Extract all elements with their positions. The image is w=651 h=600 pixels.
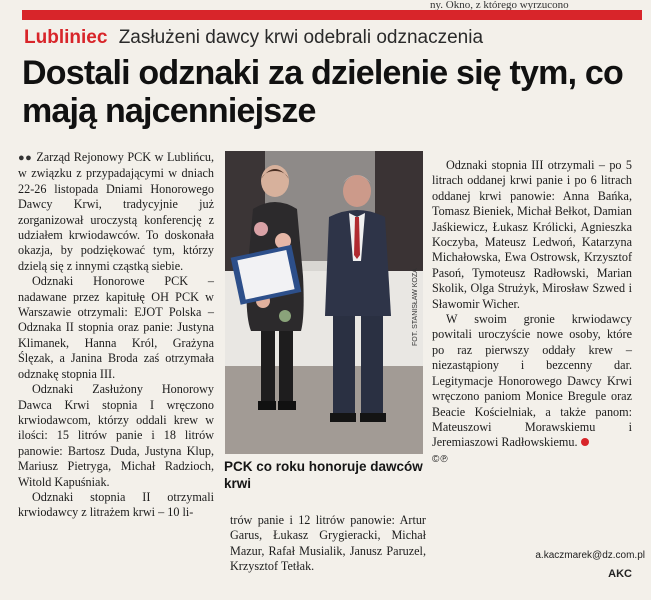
author-initials: AKC (608, 568, 632, 580)
paragraph: Odznaki Honorowe PCK – nadawane przez kapitułę OH PCK w Warszawie otrzymali: EJOT Polska – Odznaka II stopnia oraz panie: Justyna Klimanek, Hanna Król, Grażyna Ślęzak, a Janina Broda zaś otrzymała odznakę stopnia III. (18, 274, 214, 381)
author-email: a.kaczmarek@dz.com.pl (535, 550, 645, 561)
lead-text: Zarząd Rejonowy PCK w Lublińcu, w związku z przypadającymi w dniach 22-26 listopada Dniami Honorowego Dawcy Krwi, tradycyjnie już zorganizował uroczystą konferencję z udziałem krwiodawców. To doskonała okazja, by podziękować tym, którzy dzielą się z innymi cząstką siebie. (18, 150, 215, 273)
photo-credit: FOT. STANISŁAW KOZA (412, 268, 419, 346)
kicker-subtitle: Zasłużeni dawcy krwi odebrali odznaczenia (118, 27, 484, 48)
kicker (24, 26, 483, 50)
photo-illustration (225, 151, 423, 454)
headline: Dostali odznaki za dzielenie się tym, co mają najcenniejsze (22, 54, 623, 130)
lead-paragraph (18, 150, 214, 274)
paragraph: trów panie i 12 litrów panowie: Artur Garus, Łukasz Grygieracki, Michał Mazur, Rafał Musialik, Janusz Paruzel, Krzysztof Tetłak. (230, 513, 426, 574)
kicker-place: Lubliniec (24, 27, 108, 48)
bullet-icon: ●● (18, 152, 33, 164)
closing-paragraph (432, 312, 632, 451)
closing-text: W swoim gronie krwiodawcy powitali uroczyście nowe osoby, które po raz pierwszy oddały krew – niezastąpiony i bezcenny dar. Legitymacje Honorowego Dawcy Krwi wręczono paniom Monice Bregule oraz Beacie Kościelniak, a także panom: Mateuszowi Morawskiemu i Jeremiaszowi Radłowskiemu. (432, 312, 632, 450)
copyright-icon: ©℗ (432, 453, 449, 465)
column-1 (18, 150, 214, 521)
paragraph: Odznaki stopnia III otrzymali – po 5 litrach oddanej krwi panie i po 6 litrach oddanej krwi panowie: Anna Bańka, Tomasz Bieniek, Michał Bełkot, Damian Jaśkiewicz, Łukasz Królicki, Agnieszka Koczyba, Mateusz Ledwoń, Katarzyna Michałowska, Ewa Ostrowsk, Krzysztof Pasoń, Tymoteusz Radłowski, Marian Skolik, Olga Strużyk, Mirosław Szwed i Sławomir Wicher. (432, 158, 632, 311)
column-2 (230, 513, 426, 575)
column-3 (432, 158, 632, 467)
article-photo (225, 151, 423, 454)
previous-article-fragment: ny. Okno, z którego wyrzucono (430, 0, 569, 10)
end-mark-icon (581, 438, 589, 446)
section-bar (22, 10, 642, 20)
paragraph: Odznaki Zasłużony Honorowy Dawca Krwi stopnia I wręczono krwiodawcom, którzy oddali krew w ilości: 15 litrów panie i 18 litrów panowie: Bartosz Duda, Justyna Klup, Mariusz Pietryga, Michał Radzioch, Witold Kapuśniak. (18, 382, 214, 489)
photo-caption: PCK co roku honoruje dawców krwi (224, 459, 423, 491)
copyright (432, 451, 632, 467)
paragraph: Odznaki stopnia II otrzymali krwiodawcy z litrażem krwi – 10 li- (18, 489, 214, 520)
